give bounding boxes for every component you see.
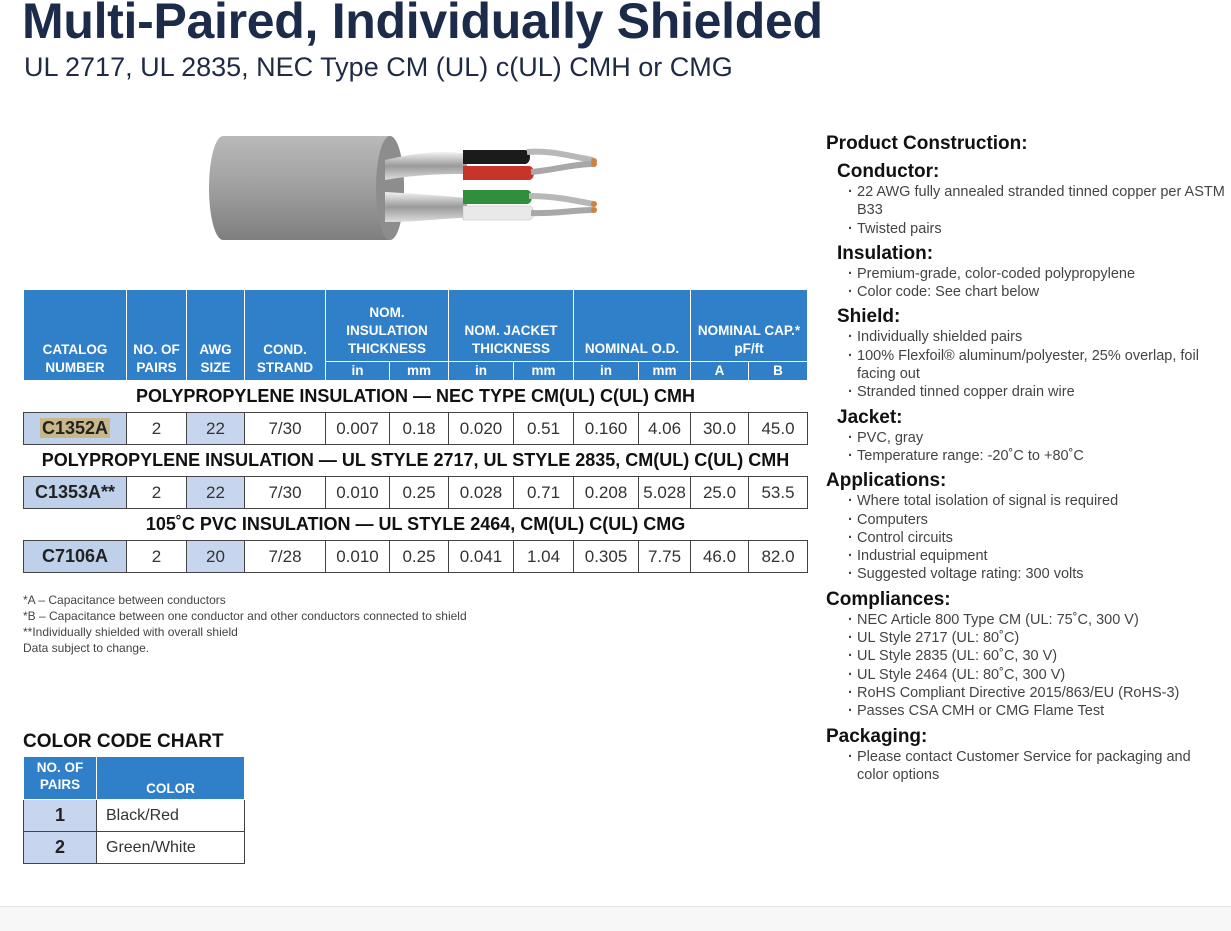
value-cell: 0.71 xyxy=(514,477,574,509)
header-catalog-number: CATALOG NUMBER xyxy=(24,290,127,381)
header-nom-jacket-thickness: NOM. JACKET THICKNESS xyxy=(449,290,574,362)
list-item: · UL Style 2835 (UL: 60˚C, 30 V) xyxy=(848,647,1226,665)
table-row xyxy=(24,832,245,864)
awg-cell: 20 xyxy=(187,541,245,573)
shield-section xyxy=(826,305,1226,401)
list-item: · UL Style 2717 (UL: 80˚C) xyxy=(848,629,1226,647)
spec-table xyxy=(23,289,808,573)
list-item: · Stranded tinned copper drain wire xyxy=(848,383,1226,401)
catalog-number-cell: C7106A xyxy=(24,541,127,573)
value-cell: 0.25 xyxy=(390,477,449,509)
color-cell: Green/White xyxy=(97,832,245,864)
value-cell: 0.160 xyxy=(574,413,639,445)
section-heading: Jacket: xyxy=(837,406,903,428)
list-item: · Computers xyxy=(848,511,1226,529)
section-heading: Packaging: xyxy=(826,725,928,747)
header-awg-size: AWG SIZE xyxy=(187,290,245,381)
value-cell: 5.028 xyxy=(639,477,691,509)
list-item: · Premium-grade, color-coded polypropylene xyxy=(848,265,1226,283)
value-cell: 7.75 xyxy=(639,541,691,573)
list-item: · PVC, gray xyxy=(848,429,1226,447)
awg-cell: 22 xyxy=(187,477,245,509)
packaging-section xyxy=(826,725,1226,785)
value-cell: 0.020 xyxy=(449,413,514,445)
section-heading: Insulation: xyxy=(837,242,934,264)
footnote: *B – Capacitance between one conductor and other conductors connected to shield xyxy=(23,609,467,623)
section-heading: Shield: xyxy=(837,306,901,328)
applications-section xyxy=(826,469,1226,583)
list-item: · RoHS Compliant Directive 2015/863/EU (RoHS-3) xyxy=(848,684,1226,702)
list-item: · Industrial equipment xyxy=(848,547,1226,565)
section-title: 105˚C PVC INSULATION — UL STYLE 2464, CM(UL) C(UL) CMG xyxy=(145,514,686,534)
section-heading: Conductor: xyxy=(837,161,940,182)
list-item: · 22 AWG fully annealed stranded tinned copper per ASTM B33 xyxy=(848,183,1226,220)
list-item: · Color code: See chart below xyxy=(848,283,1226,301)
strand-cell: 7/30 xyxy=(245,477,326,509)
subheader-unit: in xyxy=(326,362,390,381)
subheader-cap-b: B xyxy=(749,362,808,381)
value-cell: 0.041 xyxy=(449,541,514,573)
header-no-of-pairs: NO. OF PAIRS xyxy=(24,757,97,800)
value-cell: 4.06 xyxy=(639,413,691,445)
list-item: · Individually shielded pairs xyxy=(848,328,1226,346)
list-item: · Please contact Customer Service for packaging and color options xyxy=(848,748,1226,785)
section-title: POLYPROPYLENE INSULATION — NEC TYPE CM(UL) C(UL) CMH xyxy=(136,386,696,406)
value-cell: 0.25 xyxy=(390,541,449,573)
value-cell: 30.0 xyxy=(691,413,749,445)
list-item: · Suggested voltage rating: 300 volts xyxy=(848,565,1226,583)
footnote: Data subject to change. xyxy=(23,641,150,655)
header-cond-strand: COND. STRAND xyxy=(245,290,326,381)
list-item: · Control circuits xyxy=(848,529,1226,547)
catalog-number-cell: C1352A xyxy=(24,413,127,445)
product-construction-heading: Product Construction: xyxy=(826,133,1028,154)
product-construction-panel xyxy=(826,133,1226,788)
header-no-of-pairs: NO. OF PAIRS xyxy=(127,290,187,381)
list-item: · Temperature range: -20˚C to +80˚C xyxy=(848,447,1226,465)
bottom-bar xyxy=(0,906,1231,931)
value-cell: 0.51 xyxy=(514,413,574,445)
value-cell: 45.0 xyxy=(749,413,808,445)
pairs-cell: 2 xyxy=(24,832,97,864)
awg-cell: 22 xyxy=(187,413,245,445)
value-cell: 0.028 xyxy=(449,477,514,509)
section-heading: Applications: xyxy=(826,470,947,492)
page-subtitle: UL 2717, UL 2835, NEC Type CM (UL) c(UL) CMH or CMG xyxy=(24,52,733,82)
jacket-section xyxy=(826,406,1226,466)
list-item: · Passes CSA CMH or CMG Flame Test xyxy=(848,702,1226,720)
pairs-cell: 2 xyxy=(127,413,187,445)
subheader-cap-a: A xyxy=(691,362,749,381)
pairs-cell: 2 xyxy=(127,477,187,509)
insulation-section xyxy=(826,242,1226,302)
value-cell: 0.010 xyxy=(326,541,390,573)
color-code-chart-title: COLOR CODE CHART xyxy=(23,731,224,752)
table-row xyxy=(24,800,245,832)
subheader-unit: in xyxy=(574,362,639,381)
color-cell: Black/Red xyxy=(97,800,245,832)
list-item: · NEC Article 800 Type CM (UL: 75˚C, 300 V) xyxy=(848,611,1226,629)
header-nom-insulation-thickness: NOM. INSULATION THICKNESS xyxy=(326,290,449,362)
value-cell: 1.04 xyxy=(514,541,574,573)
value-cell: 0.18 xyxy=(390,413,449,445)
value-cell: 0.305 xyxy=(574,541,639,573)
color-code-table xyxy=(23,756,245,864)
cable-image xyxy=(205,130,615,245)
value-cell: 53.5 xyxy=(749,477,808,509)
subheader-unit: mm xyxy=(390,362,449,381)
value-cell: 25.0 xyxy=(691,477,749,509)
section-heading: Compliances: xyxy=(826,588,951,610)
value-cell: 0.007 xyxy=(326,413,390,445)
header-nominal-cap: NOMINAL CAP.* pF/ft xyxy=(691,290,808,362)
footnote: **Individually shielded with overall shield xyxy=(23,625,238,639)
header-nominal-od: NOMINAL O.D. xyxy=(574,290,691,362)
strand-cell: 7/28 xyxy=(245,541,326,573)
footnotes xyxy=(23,592,467,656)
footnote: *A – Capacitance between conductors xyxy=(23,593,226,607)
value-cell: 0.010 xyxy=(326,477,390,509)
list-item: · Twisted pairs xyxy=(848,220,1226,238)
section-title: POLYPROPYLENE INSULATION — UL STYLE 2717, UL STYLE 2835, CM(UL) C(UL) CMH xyxy=(41,450,790,470)
list-item: · Where total isolation of signal is required xyxy=(848,492,1226,510)
compliances-section xyxy=(826,588,1226,721)
value-cell: 46.0 xyxy=(691,541,749,573)
value-cell: 82.0 xyxy=(749,541,808,573)
pairs-cell: 2 xyxy=(127,541,187,573)
header-color: COLOR xyxy=(97,757,245,800)
value-cell: 0.208 xyxy=(574,477,639,509)
table-row xyxy=(24,477,808,509)
pairs-cell: 1 xyxy=(24,800,97,832)
conductor-section xyxy=(826,160,1226,238)
table-row xyxy=(24,541,808,573)
table-row xyxy=(24,413,808,445)
list-item: · UL Style 2464 (UL: 80˚C, 300 V) xyxy=(848,666,1226,684)
list-item: · 100% Flexfoil® aluminum/polyester, 25% overlap, foil facing out xyxy=(848,347,1226,384)
strand-cell: 7/30 xyxy=(245,413,326,445)
page-title: Multi-Paired, Individually Shielded xyxy=(22,0,823,49)
catalog-number-cell: C1353A** xyxy=(24,477,127,509)
subheader-unit: mm xyxy=(514,362,574,381)
subheader-unit: in xyxy=(449,362,514,381)
subheader-unit: mm xyxy=(639,362,691,381)
